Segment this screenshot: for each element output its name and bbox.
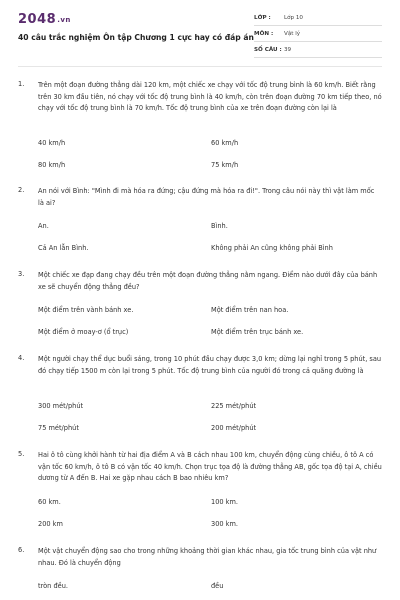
question-2 — [18, 186, 382, 256]
meta-label: SỐ CÂU : — [254, 47, 282, 53]
header-divider — [18, 66, 382, 67]
question-5 — [18, 450, 382, 532]
question-1 — [18, 80, 382, 180]
question-number: 6. — [18, 546, 25, 554]
option-a[interactable]: 40 km/h — [38, 139, 66, 147]
question-text: Hai ô tô cùng khởi hành từ hai địa điểm A và B cách nhau 100 km, chuyển động cùng chiều, ô tô A có vận tốc 60 km/h, ô tô B có vận tốc 40 km/h. Chọn trục tọa độ là đường thẳng AB, gốc tọa độ tại A, chiều dương từ A đến B. Hai xe gặp nhau cách B bao nhiêu km? — [38, 451, 382, 483]
option-d[interactable]: Không phải An cũng không phải Bình — [211, 244, 333, 252]
question-text: An nói với Bình: "Mình đi mà hóa ra đứng; cậu đứng mà hóa ra đi!". Trong câu nói này thì vật làm mốc là ai? — [38, 187, 375, 207]
option-b[interactable]: 225 mét/phút — [211, 402, 257, 410]
question-number: 2. — [18, 186, 25, 194]
meta-row-subject — [254, 30, 382, 42]
option-c[interactable]: 75 mét/phút — [38, 424, 79, 432]
meta-row-class — [254, 14, 382, 26]
meta-value: 39 — [284, 47, 292, 53]
option-c[interactable]: Cả An lẫn Bình. — [38, 244, 89, 252]
option-c[interactable]: 200 km — [38, 520, 63, 528]
meta-label: MÔN : — [254, 31, 274, 37]
option-a[interactable]: 300 mét/phút — [38, 402, 84, 410]
question-text: Một người chạy thể dục buổi sáng, trong 10 phút đầu chạy được 3,0 km; dừng lại nghỉ trong 5 phút, sau đó chạy tiếp 1500 m còn lại trong 5 phút. Tốc độ trung bình của người đó trong cả quãng đường là — [38, 355, 382, 375]
option-b[interactable]: đều — [211, 582, 224, 590]
meta-label: LỚP : — [254, 15, 271, 21]
question-number: 1. — [18, 80, 25, 88]
document-title: 40 câu trắc nghiệm Ôn tập Chương 1 cực hay có đáp án — [18, 33, 254, 42]
option-b[interactable]: Bình. — [211, 222, 228, 230]
option-a[interactable]: tròn đều. — [38, 582, 68, 590]
meta-value: Vật lý — [284, 31, 301, 37]
option-d[interactable]: 300 km. — [211, 520, 239, 528]
option-b[interactable]: Một điểm trên nan hoa. — [211, 306, 289, 314]
option-a[interactable]: An. — [38, 222, 49, 230]
question-3 — [18, 270, 382, 340]
option-a[interactable]: Một điểm trên vành bánh xe. — [38, 306, 134, 314]
option-a[interactable]: 60 km. — [38, 498, 61, 506]
question-text: Một chiếc xe đạp đang chạy đều trên một đoạn đường thẳng nằm ngang. Điểm nào dưới đây của bánh xe sẽ chuyển động thẳng đều? — [38, 271, 378, 291]
option-c[interactable]: Một điểm ở moay-ơ (ổ trục) — [38, 328, 129, 336]
option-b[interactable]: 100 km. — [211, 498, 239, 506]
meta-value: Lớp 10 — [284, 15, 303, 21]
option-c[interactable]: 80 km/h — [38, 161, 66, 169]
document-header — [0, 0, 400, 66]
question-text: Một vật chuyển động sao cho trong những khoảng thời gian khác nhau, gia tốc trung bình của vật như nhau. Đó là chuyển động — [38, 547, 377, 567]
option-d[interactable]: 200 mét/phút — [211, 424, 257, 432]
option-b[interactable]: 60 km/h — [211, 139, 239, 147]
question-6 — [18, 546, 382, 596]
option-d[interactable]: Một điểm trên trục bánh xe. — [211, 328, 304, 336]
question-text: Trên một đoạn đường thẳng dài 120 km, một chiếc xe chạy với tốc độ trung bình là 60 km/h. Biết rằng trên 30 km đầu tiên, nó chạy với tốc độ trung bình là 40 km/h, còn trên đoạn đường 70 km tiếp theo, nó chạy với tốc độ trung bình là 70 km/h. Tốc độ trung bình của xe trên đoạn đường còn lại là — [38, 81, 382, 113]
question-number: 5. — [18, 450, 25, 458]
option-d[interactable]: 75 km/h — [211, 161, 239, 169]
question-number: 3. — [18, 270, 25, 278]
question-4 — [18, 354, 382, 436]
site-logo[interactable]: 2048.vn — [18, 12, 71, 27]
question-number: 4. — [18, 354, 25, 362]
meta-row-count — [254, 46, 382, 58]
